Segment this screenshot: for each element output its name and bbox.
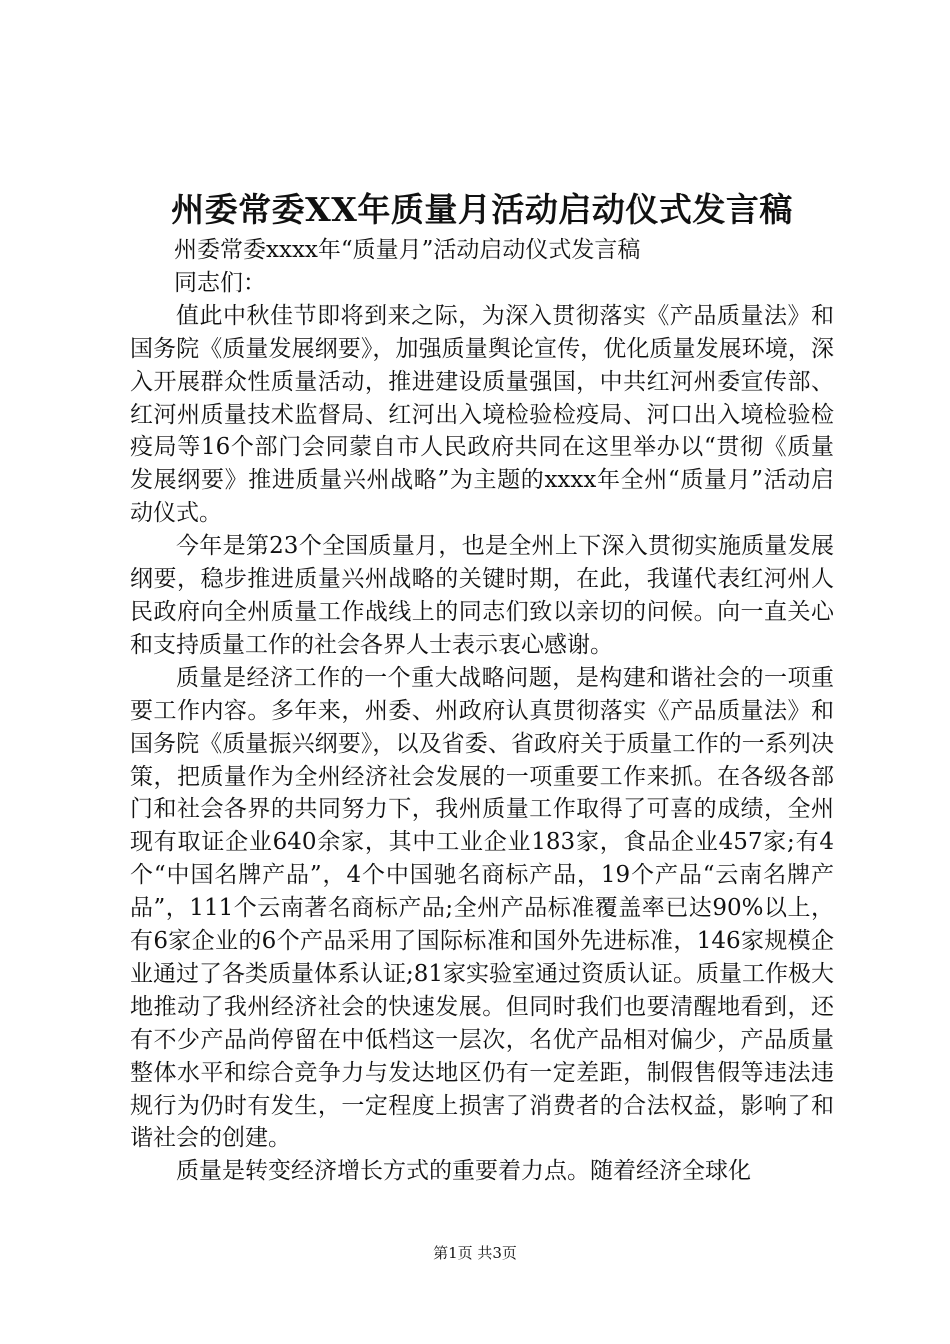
document-page bbox=[130, 0, 834, 1344]
page-footer: 第1页 共3页 bbox=[433, 1244, 517, 1262]
document-subtitle: 州委常委xxxx年“质量月”活动启动仪式发言稿 bbox=[174, 237, 641, 263]
salutation: 同志们： bbox=[174, 269, 266, 296]
paragraph-4: 质量是转变经济增长方式的重要着力点。随着经济全球化 bbox=[176, 1158, 751, 1185]
paragraph-2: 今年是第23个全国质量月，也是全州上下深入贯彻实施质量发展纲要，稳步推进质量兴州战略的关键时期，在此，我谨代表红河州人民政府向全州质量工作战线上的同志们致以亲切的问候。向一直关心和支持质量工作的社会各界人士表示衷心感谢。 bbox=[130, 533, 834, 658]
document-body bbox=[130, 234, 834, 1188]
paragraph-1: 值此中秋佳节即将到来之际，为深入贯彻落实《产品质量法》和国务院《质量发展纲要》，加强质量舆论宣传，优化质量发展环境，深入开展群众性质量活动，推进建设质量强国，中共红河州委宣传部、红河州质量技术监督局、红河出入境检验检疫局、河口出入境检验检疫局等16个部门会同蒙自市人民政府共同在这里举办以“贯彻《质量发展纲要》推进质量兴州战略”为主题的xxxx年全州“质量月”活动启动仪式。 bbox=[130, 302, 834, 527]
document-title: 州委常委XX年质量月活动启动仪式发言稿 bbox=[171, 190, 793, 229]
paragraph-3: 质量是经济工作的一个重大战略问题，是构建和谐社会的一项重要工作内容。多年来，州委、州政府认真贯彻落实《产品质量法》和国务院《质量振兴纲要》，以及省委、省政府关于质量工作的一系列决策，把质量作为全州经济社会发展的一项重要工作来抓。在各级各部门和社会各界的共同努力下，我州质量工作取得了可喜的成绩，全州现有取证企业640余家，其中工业企业183家，食品企业457家;有4个“中国名牌产品”，4个中国驰名商标产品，19个产品“云南名牌产品”，111个云南著名商标产品;全州产品标准覆盖率已达90%以上，有6家企业的6个产品采用了国际标准和国外先进标准，146家规模企业通过了各类质量体系认证;81家实验室通过资质认证。质量工作极大地推动了我州经济社会的快速发展。但同时我们也要清醒地看到，还有不少产品尚停留在中低档这一层次，名优产品相对偏少，产品质量整体水平和综合竞争力与发达地区仍有一定差距，制假售假等违法违规行为仍时有发生，一定程度上损害了消费者的合法权益，影响了和谐社会的创建。 bbox=[130, 664, 835, 1152]
